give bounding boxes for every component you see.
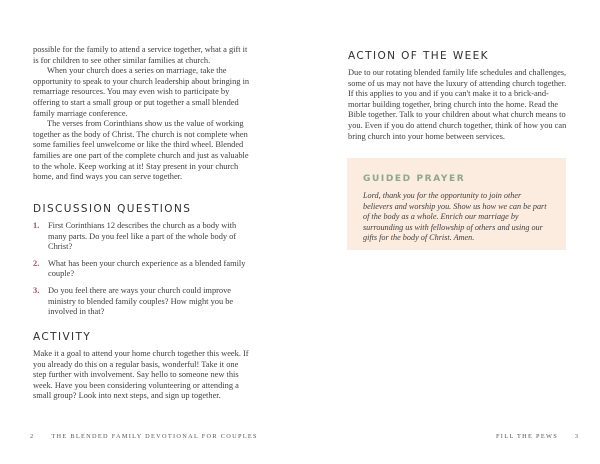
- question-number: 2.: [33, 258, 40, 268]
- activity-text: Make it a goal to attend your home church together this week. If you already do this on a regular basis, wonderful! Take it one step further with involvement. Say hello to someone new this week. Have you been considering volunteering or attending a small group? Look into next steps, and sign up together.: [33, 349, 249, 401]
- intro-section: [33, 45, 253, 183]
- question-text: Do you feel there are ways your church could improve ministry to blended family couples? How might you be involved in that?: [48, 285, 234, 317]
- prayer-heading: GUIDED PRAYER: [363, 174, 466, 184]
- question-item: [33, 259, 253, 280]
- activity-heading: ACTIVITY: [33, 331, 92, 343]
- discussion-questions: [33, 221, 253, 324]
- question-item: [33, 286, 253, 318]
- action-text: Due to our rotating blended family life schedules and challenges, some of us may not have the luxury of attending church together. If this applies to you and if you can't make it to a brick-and-mortar building together, bring church into the home. Read the Bible together. Talk to your children about what church means to you. Even if you do attend church together, think of how you can bring church into your home between services.: [348, 68, 567, 141]
- question-item: [33, 221, 253, 253]
- running-title: THE BLENDED FAMILY DEVOTIONAL FOR COUPLES: [51, 433, 258, 440]
- footer-right: [496, 433, 579, 440]
- discussion-heading: DISCUSSION QUESTIONS: [33, 203, 192, 215]
- right-page: [300, 0, 600, 464]
- page-number: 3: [574, 433, 580, 440]
- page-number: 2: [30, 433, 35, 440]
- question-text: First Corinthians 12 describes the church as a body with many parts. Do you feel like a part of the whole body of Christ?: [48, 221, 237, 252]
- intro-paragraph: possible for the family to attend a service together, what a gift it is for children to see other similar families at church.: [33, 45, 248, 65]
- prayer-text: Lord, thank you for the opportunity to join other believers and worship you. Show us how we can be part of the body as a whole. Enrich our marriage by surrounding us with fellowship of others and using our gifts for the body of Christ. Amen.: [363, 191, 547, 242]
- question-number: 3.: [33, 285, 40, 295]
- question-number: 1.: [33, 221, 40, 230]
- intro-paragraph: The verses from Corinthians show us the value of working together as the body of Christ. The church is not complete when some families feel unwelcome or like the third wheel. Blended families are one part of the complete church and just as valuable to the whole. Keep working at it! Stay present in your church home, and find ways you can serve together.: [33, 119, 249, 182]
- footer-left: [30, 433, 258, 440]
- running-title: FILL THE PEWS: [496, 433, 559, 440]
- question-text: What has been your church experience as a blended family couple?: [48, 258, 246, 279]
- action-heading: ACTION OF THE WEEK: [348, 50, 489, 62]
- guided-prayer-box: [347, 158, 566, 250]
- intro-paragraph: When your church does a series on marriage, take the opportunity to speak to your church leadership about bringing in remarriage resources. You may even wish to participate by offering to start a small group or put together a small blended family marriage conference.: [33, 66, 250, 118]
